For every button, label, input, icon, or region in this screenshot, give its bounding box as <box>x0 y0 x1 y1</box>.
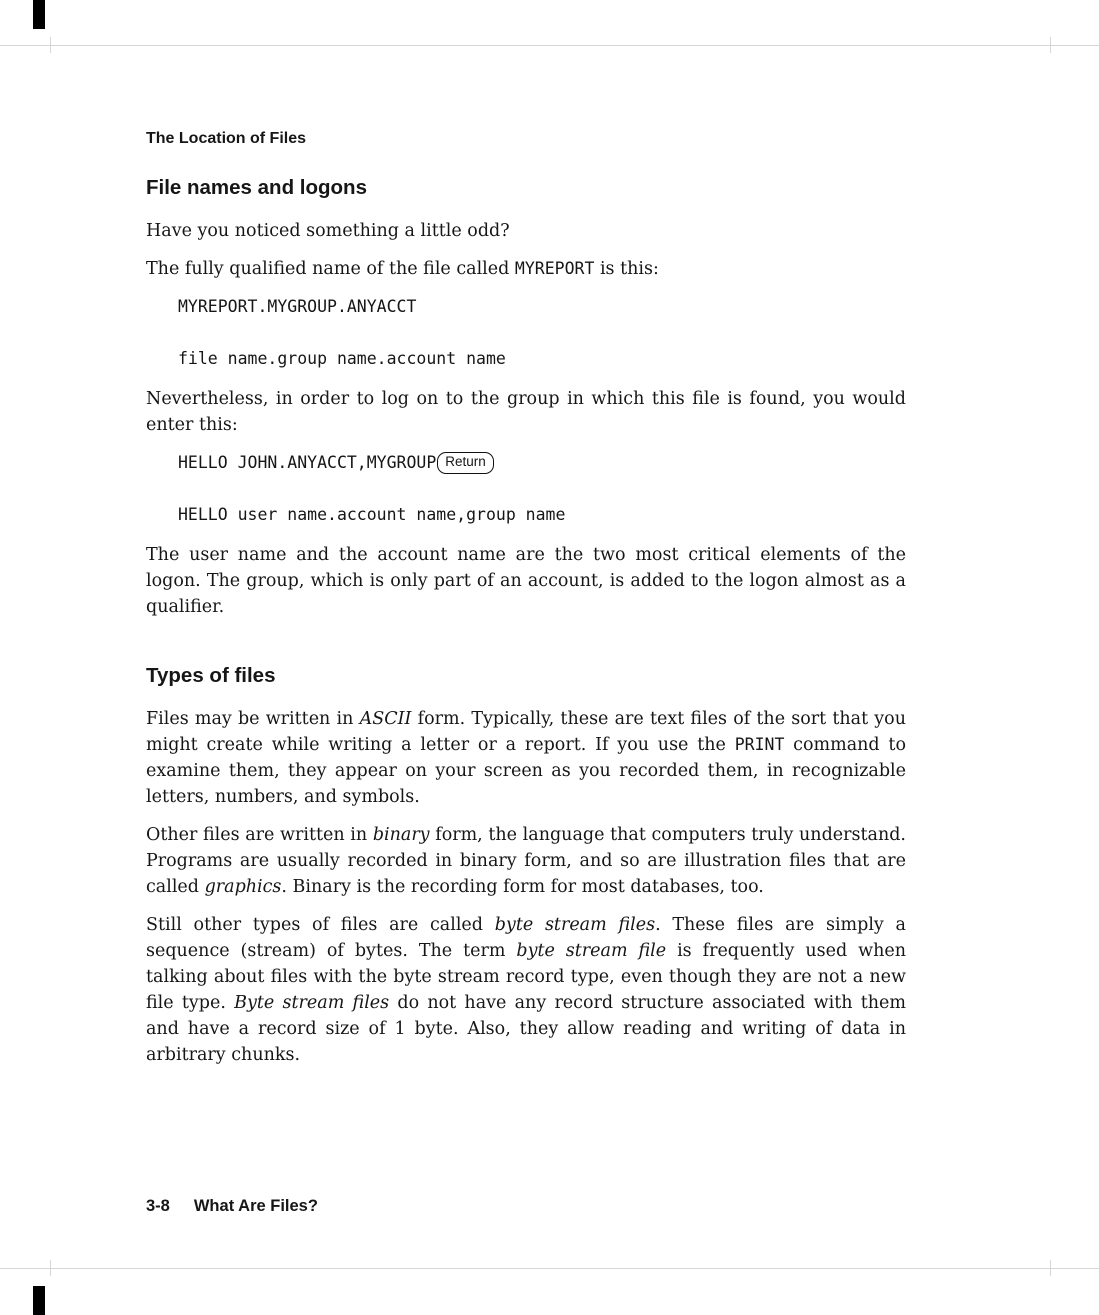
text-segment: Still other types of files are called <box>146 915 495 935</box>
running-header: The Location of Files <box>146 130 307 147</box>
trim-tick <box>1050 37 1051 53</box>
scan-mark-bottom-left <box>33 1286 45 1315</box>
text-segment: HELLO JOHN.ANYACCT,MYGROUP <box>178 453 437 472</box>
text-segment: byte stream files <box>494 915 656 935</box>
return-keycap: Return <box>437 452 494 474</box>
paragraph-qualified-name <box>146 256 906 282</box>
code-hello-command <box>178 452 906 474</box>
text-segment: command to examine them, they appear on your screen as you recorded them, in recognizable letters, numbers, and symbols. <box>146 735 906 807</box>
trim-tick <box>50 37 51 53</box>
paragraph-byte-stream-files <box>146 912 906 1068</box>
section-title-file-names-and-logons: File names and logons <box>146 176 367 199</box>
page-footer <box>146 1197 318 1216</box>
text-segment: byte stream file <box>516 941 667 961</box>
bottom-trim-line <box>0 1268 1099 1269</box>
text-segment: Other files are written in <box>146 825 373 845</box>
section-title-types-of-files: Types of files <box>146 664 276 687</box>
text-segment: binary <box>372 825 430 845</box>
text-segment: graphics <box>204 877 282 897</box>
text-segment: Byte stream files <box>234 993 390 1013</box>
paragraph-binary-files <box>146 822 906 900</box>
trim-tick <box>1050 1260 1051 1276</box>
text-segment: . Binary is the recording form for most databases, too. <box>281 877 764 897</box>
text-segment: Files may be written in <box>146 709 360 729</box>
text-segment: is frequently used when talking about files with the byte stream record type, even though they are not a new file type. <box>146 941 906 1013</box>
code-fully-qualified-name: MYREPORT.MYGROUP.ANYACCT <box>178 297 417 316</box>
text-segment: . These files are simply a sequence (stream) of bytes. The term <box>146 915 906 961</box>
text-segment: do not have any record structure associated with them and have a record size of 1 byte. Also, they allow reading and writing of data in arbitrary chunks. <box>146 993 906 1065</box>
text-segment: form, the language that computers truly understand. Programs are usually recorded in binary form, and so are illustration files that are called <box>146 825 906 897</box>
page-content <box>146 130 906 1068</box>
text-segment: The fully qualified name of the file called <box>146 259 515 279</box>
text-segment: PRINT <box>734 735 785 754</box>
text-segment: is this: <box>594 259 659 279</box>
paragraph-nevertheless: Nevertheless, in order to log on to the group in which this file is found, you would enter this: <box>146 389 906 435</box>
top-trim-line <box>0 45 1099 46</box>
paragraph-intro: Have you noticed something a little odd? <box>146 221 510 241</box>
text-segment: ASCII <box>359 709 412 729</box>
footer-page-number: 3-8 <box>146 1197 170 1215</box>
trim-tick <box>50 1260 51 1276</box>
paragraph-logon-elements: The user name and the account name are the two most critical elements of the logon. The group, which is only part of an account, is added to the logon almost as a qualifier. <box>146 545 906 617</box>
text-segment: MYREPORT <box>514 259 595 278</box>
code-name-legend: file name.group name.account name <box>178 349 506 368</box>
code-hello-legend: HELLO user name.account name,group name <box>178 505 566 524</box>
paragraph-ascii-files <box>146 706 906 810</box>
footer-chapter-title: What Are Files? <box>193 1197 318 1215</box>
text-segment: form. Typically, these are text files of the sort that you might create while writing a letter or a report. If you use the <box>146 709 906 755</box>
scan-mark-top-left <box>33 0 45 29</box>
